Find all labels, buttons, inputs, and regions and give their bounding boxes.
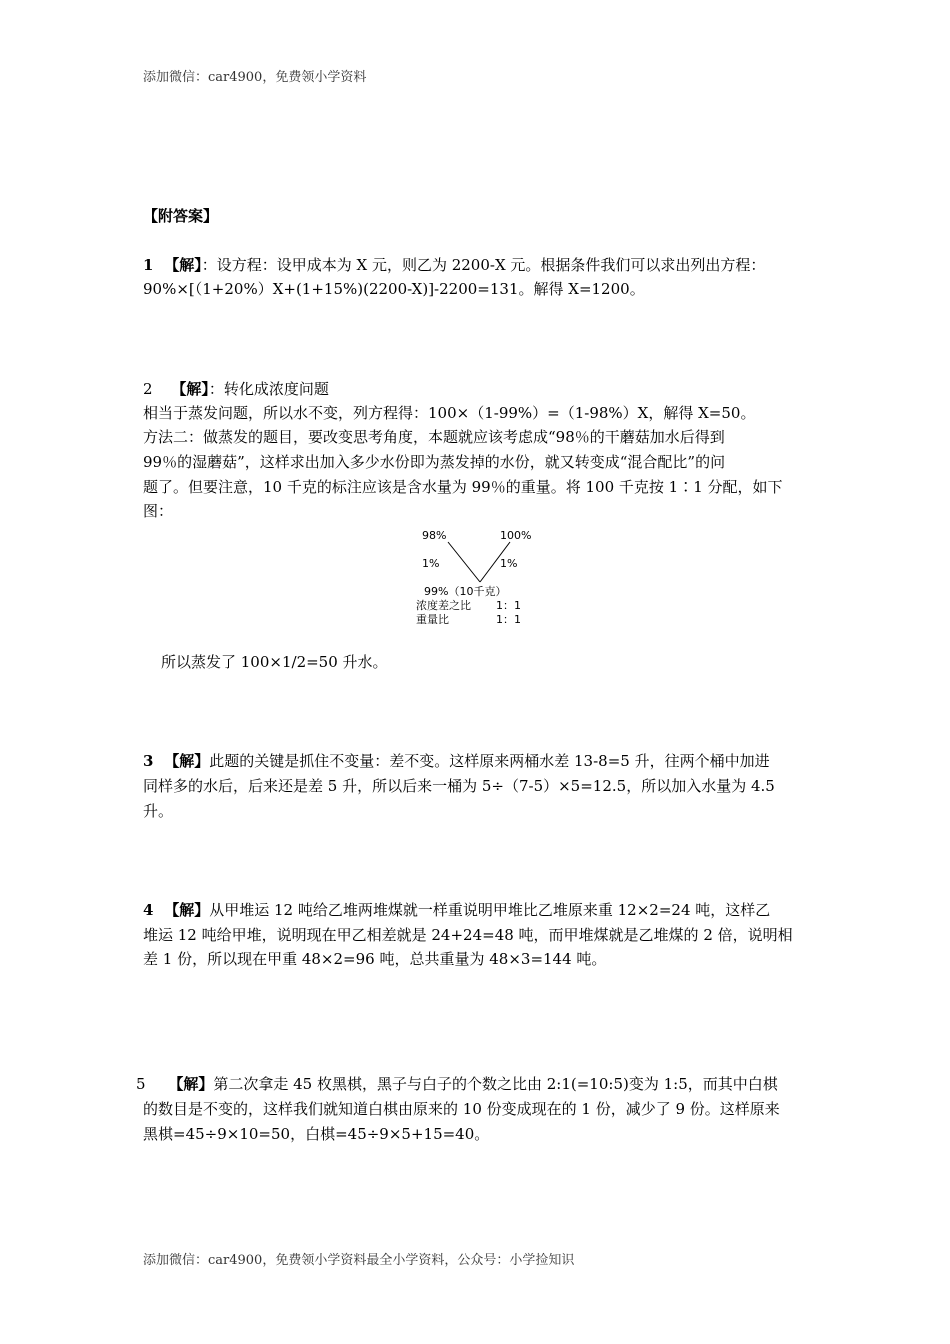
answer-2-text-1: ：转化成浓度问题 (208, 380, 329, 398)
answer-4-text-1: 从甲堆运 12 吨给乙堆两堆煤就一样重说明甲堆比乙堆原来重 12×2=24 吨，这样乙 (209, 901, 771, 919)
diagram-ratio1-value: 1：1 (496, 599, 521, 612)
footer-watermark: 添加微信：car4900，免费领小学资料最全小学资料，公众号：小学捡知识 (143, 1253, 575, 1268)
answer-2-number: 2 (143, 380, 153, 398)
answer-1-tag: 【解】 (164, 256, 202, 274)
answer-4-number: 4 (143, 901, 154, 919)
answer-4-tag: 【解】 (164, 901, 210, 919)
answer-3-tag: 【解】 (164, 752, 210, 770)
diagram-left-line (448, 542, 480, 582)
diagram-ratio2-value: 1：1 (496, 613, 521, 626)
answer-5-line-3: 黑棋=45÷9×10=50，白棋=45÷9×5+15=40。 (143, 1125, 490, 1143)
diagram-right-top: 100% (500, 529, 532, 542)
answer-2-line-1 (143, 378, 329, 399)
answer-2-line-5: 题了。但要注意，10 千克的标注应该是含水量为 99％的重量。将 100 千克按 1∶1 分配，如下 (143, 478, 783, 496)
answer-2-line-6: 图： (143, 502, 174, 520)
answer-5-text-1: 第二次拿走 45 枚黑棋，黑子与白子的个数之比由 2:1(=10:5)变为 1:5，而其中白棋 (213, 1075, 778, 1093)
answer-3-line-1 (143, 750, 770, 771)
diagram-bottom: 99%（10千克） (424, 585, 507, 598)
answer-2-line-4: 99％的湿蘑菇”，这样求出加入多少水份即为蒸发掉的水份，就又转变成“混合配比”的问 (143, 453, 726, 471)
answer-3-number: 3 (143, 752, 154, 770)
diagram-ratio2-label: 重量比 (416, 613, 449, 626)
answer-1-line-1 (143, 254, 765, 275)
diagram-left-top: 98% (422, 529, 447, 542)
section-title: 【附答案】 (143, 207, 219, 225)
mixing-diagram (410, 522, 550, 630)
answer-2-conclusion: 所以蒸发了 100×1/2=50 升水。 (161, 653, 388, 671)
diagram-left-diff: 1% (422, 557, 440, 570)
answer-4-line-3: 差 1 份，所以现在甲重 48×2=96 吨，总共重量为 48×3=144 吨。 (143, 950, 607, 968)
answer-1-line-2: 90%×[（1+20%）X+(1+15%)(2200-X)]-2200=131。解得 X=1200。 (143, 280, 645, 298)
diagram-right-diff: 1% (500, 557, 518, 570)
answer-5-tag: 【解】 (168, 1075, 214, 1093)
answer-1-text-1: ：设方程：设甲成本为 X 元，则乙为 2200-X 元。根据条件我们可以求出列出方程： (201, 256, 766, 274)
answer-4-line-2: 堆运 12 吨给甲堆，说明现在甲乙相差就是 24+24=48 吨，而甲堆煤就是乙堆煤的 2 倍，说明相 (143, 926, 793, 944)
answer-5-line-2: 的数目是不变的，这样我们就知道白棋由原来的 10 份变成现在的 1 份，减少了 9 份。这样原来 (143, 1100, 780, 1118)
answer-1-number: 1 (143, 256, 154, 274)
answer-3-text-1: 此题的关键是抓住不变量：差不变。这样原来两桶水差 13-8=5 升，往两个桶中加进 (209, 752, 770, 770)
answer-5-line-1 (136, 1073, 778, 1094)
answer-2-tag: 【解】 (171, 380, 209, 398)
answer-2-line-3: 方法二：做蒸发的题目，要改变思考角度，本题就应该考虑成“98％的干蘑菇加水后得到 (143, 428, 725, 446)
diagram-ratio1-label: 浓度差之比 (416, 599, 471, 612)
header-watermark: 添加微信：car4900，免费领小学资料 (143, 70, 367, 85)
answer-3-line-3: 升。 (143, 802, 174, 820)
answer-5-number: 5 (136, 1075, 146, 1093)
answer-2-line-2: 相当于蒸发问题，所以水不变，列方程得：100×（1-99%）=（1-98%）X，解得 X=50。 (143, 404, 756, 422)
answer-3-line-2: 同样多的水后，后来还是差 5 升，所以后来一桶为 5÷（7-5）×5=12.5，所以加入水量为 4.5 (143, 777, 775, 795)
answer-4-line-1 (143, 899, 770, 920)
